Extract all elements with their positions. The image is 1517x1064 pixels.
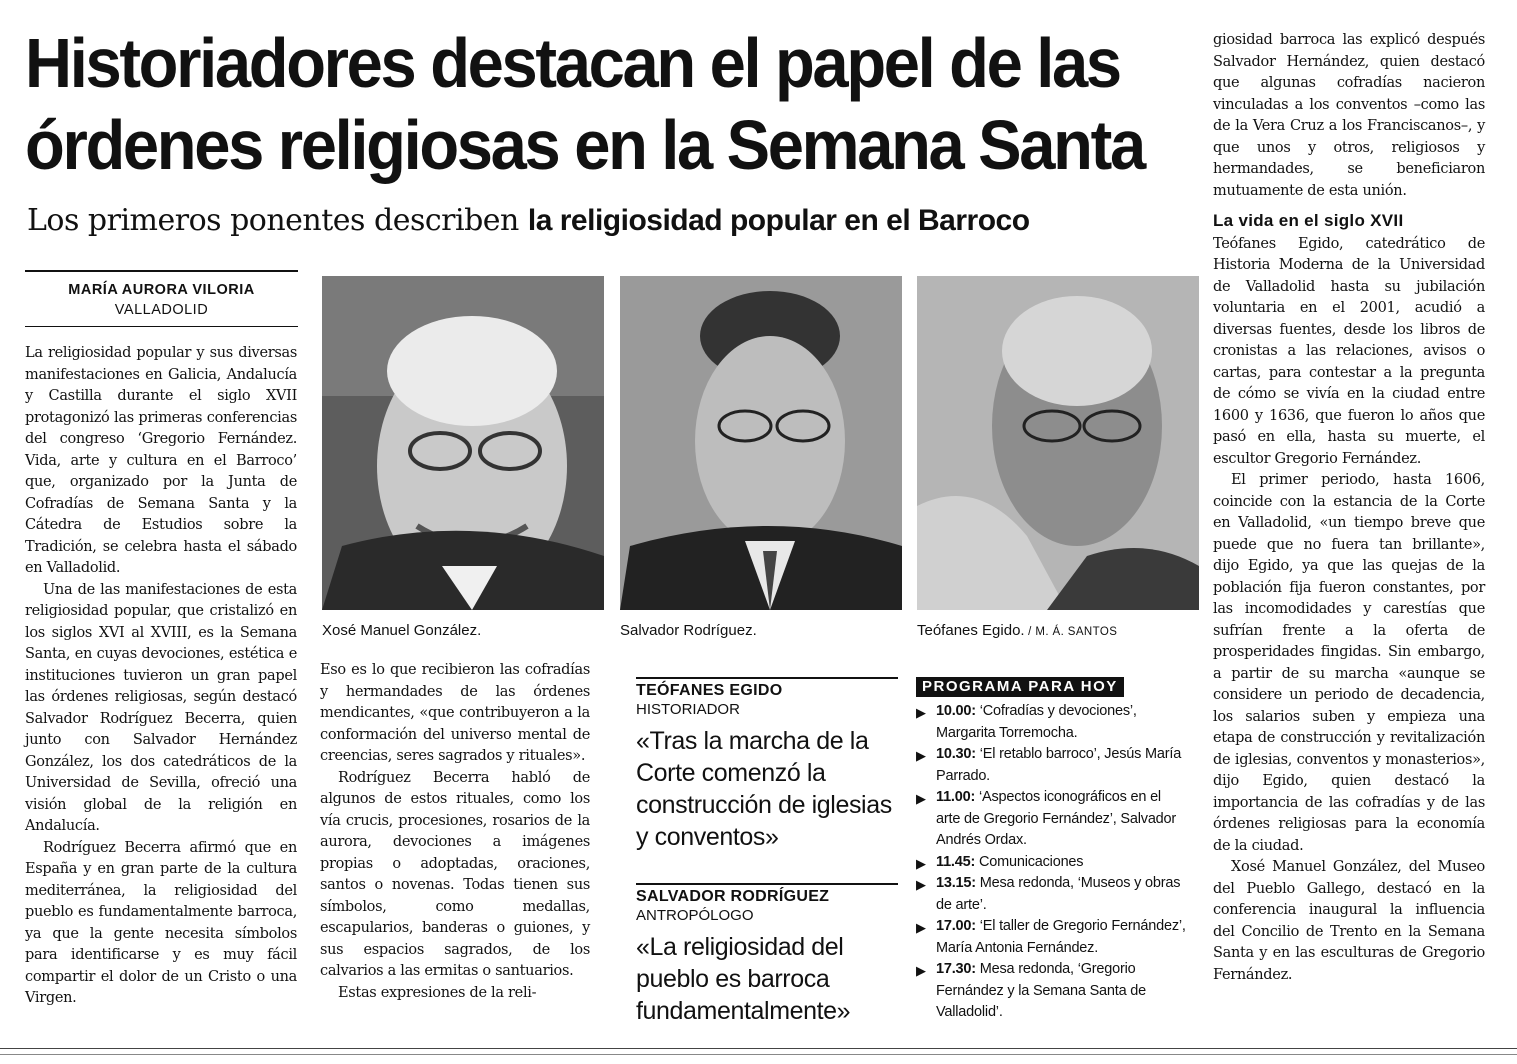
quote-author: SALVADOR RODRÍGUEZ (636, 883, 898, 906)
paragraph: Teófanes Egido, catedrático de Historia Moderna de la Universidad de Valladolid hasta su jubilación voluntaria en el 2001, acudió a diversas fuentes, desde los libros de cronistas a las relaciones, avisos o cartas, para contestar a la pregunta de cómo se vivía en la ciudad entre 1600 y 1636, que fueron lo años que pasó en ella, hasta su muerte, el escultor Gregorio Fernández. (1213, 235, 1485, 467)
headline (25, 22, 1144, 186)
paragraph: Eso es lo que recibieron las cofradías y hermandades de las órdenes mendicantes, «que contribuyeron a la conformación del universo mental de creencias, seres sagrados y rituales». (320, 662, 590, 764)
program-text: ‘El taller de Gregorio Fernández’, María Antonia Fernández. (936, 918, 1186, 956)
caption-photo-1 (322, 622, 481, 639)
paragraph: Rodríguez Becerra habló de algunos de estos rituales, como los vía crucis, procesiones, rosarios de la aurora, devociones a imágenes propias o adoptadas, oraciones, santos o novenas. Todas tienen sus símbolos, como medallas, escapularios, banderas o guiones, y sus espacios sagrados, de los calvarios a las ermitas o santuarios. (320, 769, 590, 979)
quote-role: ANTROPÓLOGO (636, 907, 754, 924)
caption-text: Teófanes Egido. (917, 622, 1025, 639)
program-text: ‘Cofradías y devociones’, Margarita Torremocha. (936, 703, 1137, 741)
paragraph: La religiosidad popular y sus diversas manifestaciones en Galicia, Andalucía y Castilla durante el siglo XVII protagonizó las primeras conferencias del congreso ‘Gregorio Fernández. Vida, arte y cultura en el Barroco’ que, organizado por la Junta de Cofradías de Semana Santa y la Cátedra de Estudios sobre la Tradición, se celebra hasta el sábado en Valladolid. (25, 345, 297, 576)
portrait-image (620, 276, 902, 610)
program-item (916, 916, 1188, 959)
program-time: 13.15: (936, 875, 976, 891)
program-item (916, 959, 1188, 1024)
byline-author: MARÍA AURORA VILORIA (68, 282, 255, 298)
program-text: Comunicaciones (975, 853, 1084, 870)
paragraph: giosidad barroca las explicó después Salvador Hernández, quien destacó que algunas cofradías nacieron vinculadas a los conventos –como las de la Vera Cruz a los Franciscanos–, y que unos y otros, religiosos y hermandades, se beneficiaron mutuamente de esta unión. (1213, 32, 1485, 199)
headline-line-2: órdenes religiosas en la Semana Santa (25, 106, 1144, 184)
caption-photo-3 (917, 622, 1117, 639)
bottom-rule (0, 1048, 1517, 1049)
quote-text: «Tras la marcha de la Corte comenzó la construcción de iglesias y conventos» (636, 727, 892, 851)
subheadline-plain: Los primeros ponentes describen (27, 203, 528, 238)
arrow-right-icon: ▶ (916, 855, 926, 871)
article-column-1 (25, 343, 297, 1010)
bottom-rule-secondary (0, 1054, 1517, 1055)
byline (25, 280, 298, 320)
program-item (916, 873, 1188, 916)
caption-text: Salvador Rodríguez. (620, 622, 757, 639)
program-item (916, 852, 1188, 874)
program-box (916, 677, 1188, 1024)
program-time: 11.45: (936, 853, 976, 870)
paragraph: Rodríguez Becerra afirmó que en España y en gran parte de la cultura mediterránea, la religiosidad del pueblo es fundamentalmente barroca, ya que la gente necesita símbolos para identificarse y es muy fácil compartir el dolor de un Cristo o una Virgen. (25, 839, 297, 1006)
program-text: Mesa redonda, ‘Museos y obras de arte’. (936, 875, 1181, 913)
paragraph: El primer periodo, hasta 1606, coincide con la estancia de la Corte en Valladolid, «un tiempo breve que puede que no fuera tan brillante», dijo Egido, ya que las quejas de la población fija fueron constantes, por las incomodidades y carestías que sufrían frente a la oferta de prosperidades fingidas. Sin embargo, a partir de su marcha «aunque se considere un periodo de decadencia, los salarios suben y empieza una etapa de construcción y revitalización de iglesias, conventos y monasterios», dijo Egido, quien destacó la importancia de las cofradías y de las órdenes religiosas para la economía de la ciudad. (1213, 472, 1485, 854)
program-time: 11.00: (936, 789, 976, 805)
quote-author: TEÓFANES EGIDO (636, 677, 898, 700)
article-column-2 (320, 660, 590, 1004)
portrait-image (322, 276, 604, 610)
program-time: 10.00: (936, 703, 976, 719)
paragraph: Una de las manifestaciones de esta religiosidad popular, que cristalizó en los siglos XVI al XVIII, es la Semana Santa, en cuyas devociones, estética e instituciones tuvieron un gran papel las órdenes religiosas, según destacó Salvador Rodríguez Becerra, quien junto con Salvador Hernández González, los dos catedráticos de la Universidad de Sevilla, ofreció una visión global de la religión en Andalucía. (25, 581, 297, 834)
headline-line-1: Historiadores destacan el papel de las (25, 24, 1120, 102)
pull-quote-teofanes (636, 677, 898, 853)
photo-salvador-rodriguez (620, 276, 902, 610)
photo-xose-manuel-gonzalez (322, 276, 604, 610)
article-column-3 (1213, 30, 1485, 986)
arrow-right-icon: ▶ (916, 748, 926, 763)
program-time: 10.30: (936, 746, 976, 762)
program-time: 17.30: (936, 961, 976, 977)
subheadline-bold: la religiosidad popular en el Barroco (527, 204, 1030, 237)
arrow-right-icon: ▶ (916, 791, 926, 806)
arrow-right-icon: ▶ (916, 877, 926, 892)
byline-bottom-rule (25, 326, 298, 327)
arrow-right-icon: ▶ (916, 963, 926, 978)
byline-top-rule (25, 270, 298, 272)
byline-city: VALLADOLID (114, 302, 209, 318)
subheadline (27, 203, 1030, 238)
caption-photo-2 (620, 622, 757, 639)
photo-credit: / M. Á. SANTOS (1024, 626, 1118, 638)
program-text: ‘Aspectos iconográficos en el arte de Gregorio Fernández’, Salvador Andrés Ordax. (936, 789, 1177, 848)
paragraph: Xosé Manuel González, del Museo del Pueblo Gallego, destacó en la conferencia inaugural la influencia del Concilio de Trento en la Semana Santa y en las esculturas de Gregorio Fernández. (1213, 859, 1485, 983)
program-time: 17.00: (936, 918, 976, 934)
program-item (916, 787, 1188, 852)
program-text: ‘El retablo barroco’, Jesús María Parrado. (936, 746, 1182, 784)
arrow-right-icon: ▶ (916, 705, 926, 720)
portrait-image (917, 276, 1199, 610)
photo-teofanes-egido (917, 276, 1199, 610)
pull-quote-salvador (636, 883, 898, 1027)
section-subtitle: La vida en el siglo XVII (1213, 211, 1404, 230)
program-text: Mesa redonda, ‘Gregorio Fernández y la Semana Santa de Valladolid’. (936, 961, 1147, 1020)
arrow-right-icon: ▶ (916, 920, 926, 935)
caption-text: Xosé Manuel González. (322, 622, 482, 639)
quote-role: HISTORIADOR (636, 701, 740, 718)
quote-text: «La religiosidad del pueblo es barroca fundamentalmente» (636, 933, 851, 1025)
program-item (916, 744, 1188, 787)
program-item (916, 701, 1188, 744)
program-title: PROGRAMA PARA HOY (916, 677, 1124, 697)
paragraph: Estas expresiones de la reli- (338, 984, 537, 1001)
